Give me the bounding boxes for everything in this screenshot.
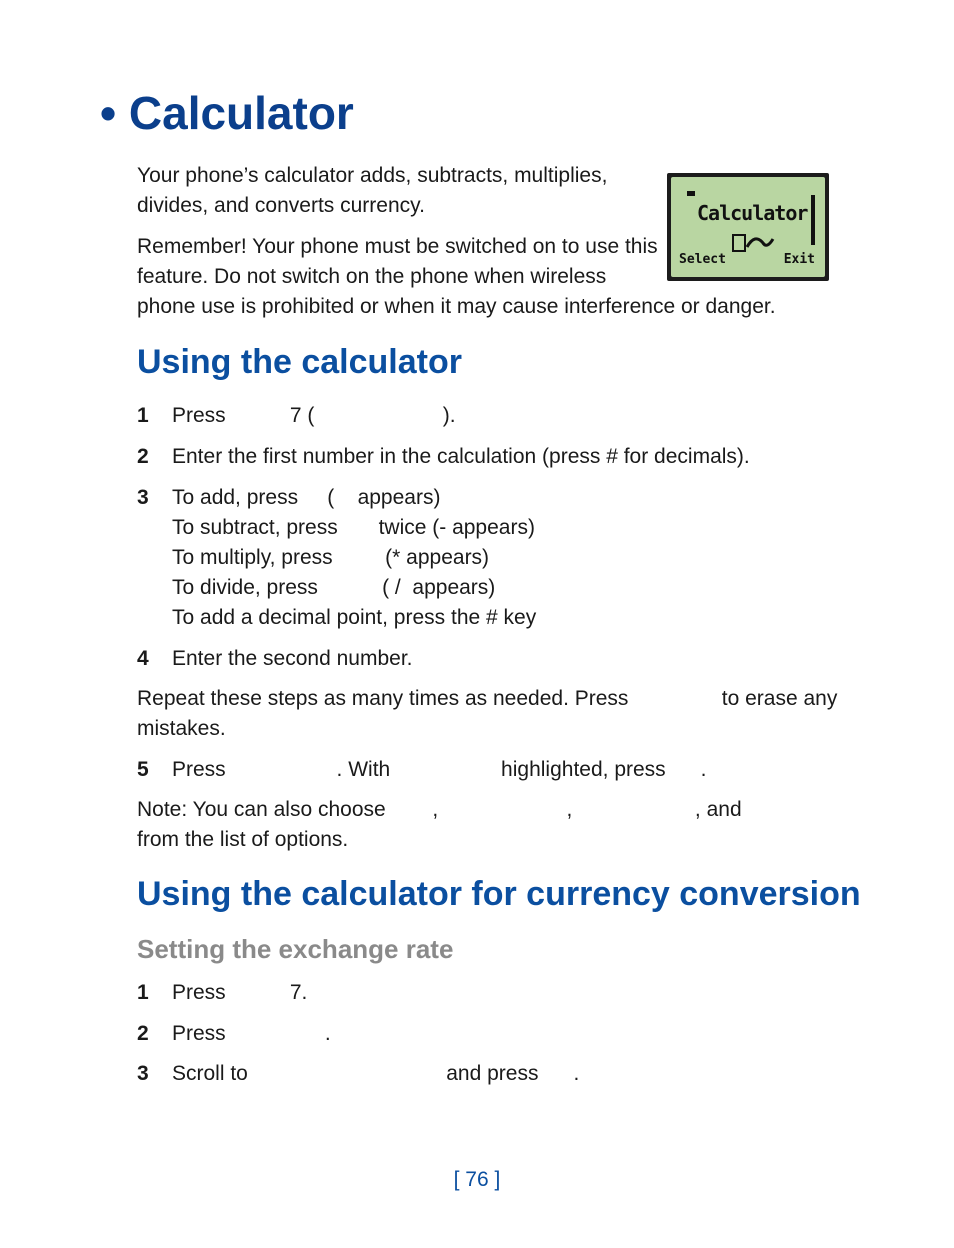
- step-text: Press 7 ( ).: [172, 404, 456, 427]
- section-heading: Using the calculator for currency conversion: [137, 875, 861, 913]
- step-number: 1: [137, 981, 149, 1004]
- step-text: To add, press ( appears): [172, 486, 441, 509]
- intro-line: divides, and converts currency.: [137, 194, 425, 217]
- subsection-heading: Setting the exchange rate: [137, 934, 454, 964]
- page-number: [ 76 ]: [453, 1168, 501, 1191]
- repeat-paragraph: Repeat these steps as many times as needed. Press to erase any: [137, 687, 838, 710]
- step-text: To divide, press ( / appears): [172, 576, 496, 599]
- screen-title: Calculator: [697, 201, 808, 225]
- step-text: Press .: [172, 1022, 331, 1045]
- step-text: Scroll to and press .: [172, 1062, 580, 1085]
- signal-indicator-icon: [687, 191, 695, 196]
- step-text: Press . With highlighted, press .: [172, 758, 707, 781]
- phone-screen-image: [667, 173, 829, 281]
- step-number: 4: [137, 647, 149, 670]
- step-number: 5: [137, 758, 149, 781]
- intro-line: Your phone’s calculator adds, subtracts, multiplies,: [137, 164, 608, 187]
- step-text: Press 7.: [172, 981, 308, 1004]
- select-softkey: Select: [679, 252, 726, 267]
- remember-line: phone use is prohibited or when it may cause interference or danger.: [137, 295, 776, 318]
- section-heading: Using the calculator: [137, 343, 462, 381]
- step-number: 2: [137, 445, 149, 468]
- scroll-bar-icon: [811, 195, 815, 245]
- repeat-paragraph: mistakes.: [137, 717, 226, 740]
- calculator-icon: [731, 233, 775, 253]
- step-number: 2: [137, 1022, 149, 1045]
- step-text: To subtract, press twice (- appears): [172, 516, 535, 539]
- page-title: • Calculator: [100, 87, 354, 139]
- remember-line: feature. Do not switch on the phone when wireless: [137, 265, 607, 288]
- exit-softkey: Exit: [783, 252, 815, 267]
- step-text: Enter the second number.: [172, 647, 413, 670]
- remember-line: Remember! Your phone must be switched on to use this: [137, 235, 658, 258]
- step-number: 3: [137, 486, 149, 509]
- step-number: 1: [137, 404, 149, 427]
- phone-screen-display: [671, 177, 825, 277]
- step-text: To multiply, press (* appears): [172, 546, 490, 569]
- note-paragraph: Note: You can also choose , , , and: [137, 798, 742, 821]
- step-number: 3: [137, 1062, 149, 1085]
- step-text: Enter the first number in the calculation (press # for decimals).: [172, 445, 750, 468]
- step-text: To add a decimal point, press the # key: [172, 606, 537, 629]
- note-paragraph: from the list of options.: [137, 828, 349, 851]
